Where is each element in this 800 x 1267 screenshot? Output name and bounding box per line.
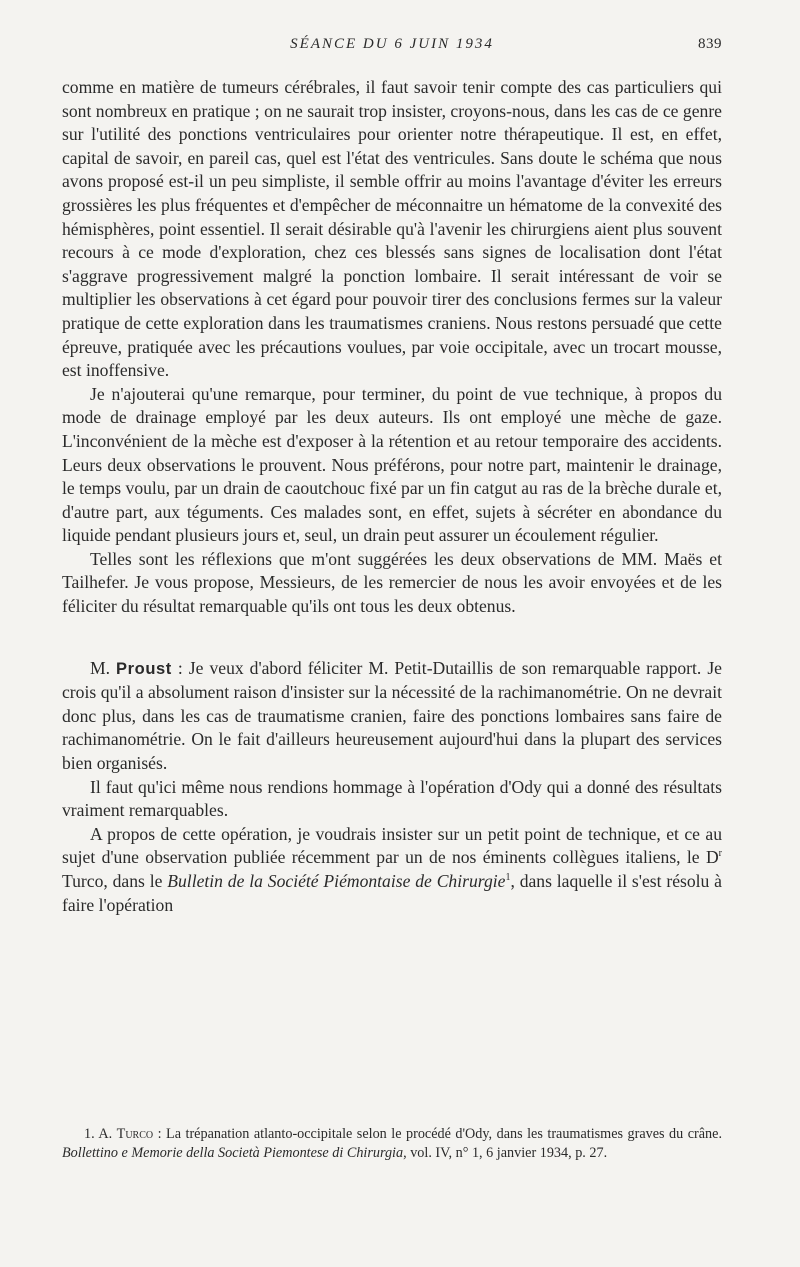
discussion-text-b: Turco, dans le bbox=[62, 871, 168, 891]
discussion-text-c: , dans laquelle il s'est résolu à faire l'opération bbox=[62, 871, 722, 915]
paragraph-3: Telles sont les réflexions que m'ont suggérées les deux observations de MM. Maës et Tailhefer. Je vous propose, Messieurs, de les remercier de nous les avoir envoyées et de les féliciter du résultat remarquable qu'ils ont tous les deux obtenus. bbox=[62, 548, 722, 617]
footnotes bbox=[62, 1125, 722, 1163]
footnote-1 bbox=[62, 1125, 722, 1163]
speaker-name: Proust bbox=[116, 659, 172, 678]
footnote-author: Turco bbox=[116, 1126, 154, 1142]
running-head bbox=[62, 32, 722, 62]
paragraph-2: Je n'ajouterai qu'une remarque, pour terminer, du point de vue technique, à propos du mode de drainage employé par les deux auteurs. Ils ont employé une mèche de gaze. L'inconvénient de la mèche est d'exposer à la rétention et au retour temporaire des accidents. Leurs deux observations le prouvent. Nous préférons, pour notre part, maintenir le drainage, le temps voulu, par un drain de caoutchouc fixé par un fin catgut au ras de la brèche durale et, d'autre part, aux téguments. Ces malades sont, en effet, sujets à sécréter en abondance du liquide pendant plusieurs jours et, seul, un drain peut assurer un écoulement régulier. bbox=[62, 383, 722, 546]
main-text bbox=[62, 76, 722, 917]
discussion-paragraph-3 bbox=[62, 823, 722, 917]
speaker-prefix: M. bbox=[90, 657, 117, 678]
running-title: SÉANCE DU 6 JUIN 1934 bbox=[290, 36, 494, 52]
discussion-text-a: A propos de cette opération, je voudrais insister sur un petit point de technique, et ce au sujet d'une observation publiée récemment par un de nos éminents collègues italiens, le D bbox=[62, 823, 722, 868]
paragraph-1: comme en matière de tumeurs cérébrales, il faut savoir tenir compte des cas particuliers qui sont nombreux en pratique ; on ne saurait trop insister, croyons-nous, dans les cas de ce genre sur l'utilité des ponctions ventriculaires pour orienter notre thérapeutique. Il est, en effet, capital de savoir, en pareil cas, quel est l'état des ventricules. Sans doute le schéma que nous avons proposé est-il un peu simpliste, il semble offrir au moins l'avantage d'éviter les erreurs grossières les plus fréquentes et d'empêcher de méconnaitre un hématome de la convexité des hémisphères, point essentiel. Il serait désirable qu'à l'avenir les chirurgiens aient plus souvent recours à ce mode d'exploration, chez ces blessés sans signes de localisation dont l'état s'aggrave progressivement malgré la ponction lombaire. Il serait intéressant de voir se multiplier les observations à cet égard pour pouvoir tirer des conclusions fermes sur la valeur pratique de cette exploration dans les traumatismes craniens. Nous restons persuadé que cette épreuve, pratiquée avec les précautions voulues, par voie occipitale, avec un trocart mousse, est inoffensive. bbox=[62, 77, 722, 381]
discussion-paragraph-2: Il faut qu'ici même nous rendions hommage à l'opération d'Ody qui a donné des résultats vraiment remarquables. bbox=[62, 776, 722, 821]
journal-title: Bulletin de la Société Piémontaise de Chirurgie bbox=[167, 871, 506, 891]
page-number: 839 bbox=[698, 36, 722, 52]
footnote-number: 1. bbox=[84, 1126, 95, 1142]
speaker-text: : Je veux d'abord féliciter M. Petit-Dutaillis de son remarquable rapport. Je crois qu'il a absolument raison d'insister sur la nécessité de la rachimanométrie. On ne devrait donc plus, dans les cas de traumatisme cranien, faire des ponctions lombaires sans faire de rachimanométrie. On le fait d'ailleurs heureusement aujourd'hui dans la plupart des services bien organisés. bbox=[62, 657, 722, 774]
footnote-marker: 1 bbox=[505, 872, 511, 884]
discussion-paragraph-1 bbox=[62, 657, 722, 776]
doctor-superscript: r bbox=[718, 848, 722, 860]
page-body bbox=[62, 32, 722, 917]
footnote-reference: , vol. IV, n° 1, 6 janvier 1934, p. 27. bbox=[403, 1145, 608, 1161]
footnote-text: : La trépanation atlanto-occipitale selon le procédé d'Ody, dans les traumatismes graves du crâne. bbox=[153, 1126, 722, 1142]
footnote-author-initial: A. bbox=[98, 1126, 117, 1142]
footnote-journal: Bollettino e Memorie della Società Piemontese di Chirurgia bbox=[62, 1145, 404, 1161]
